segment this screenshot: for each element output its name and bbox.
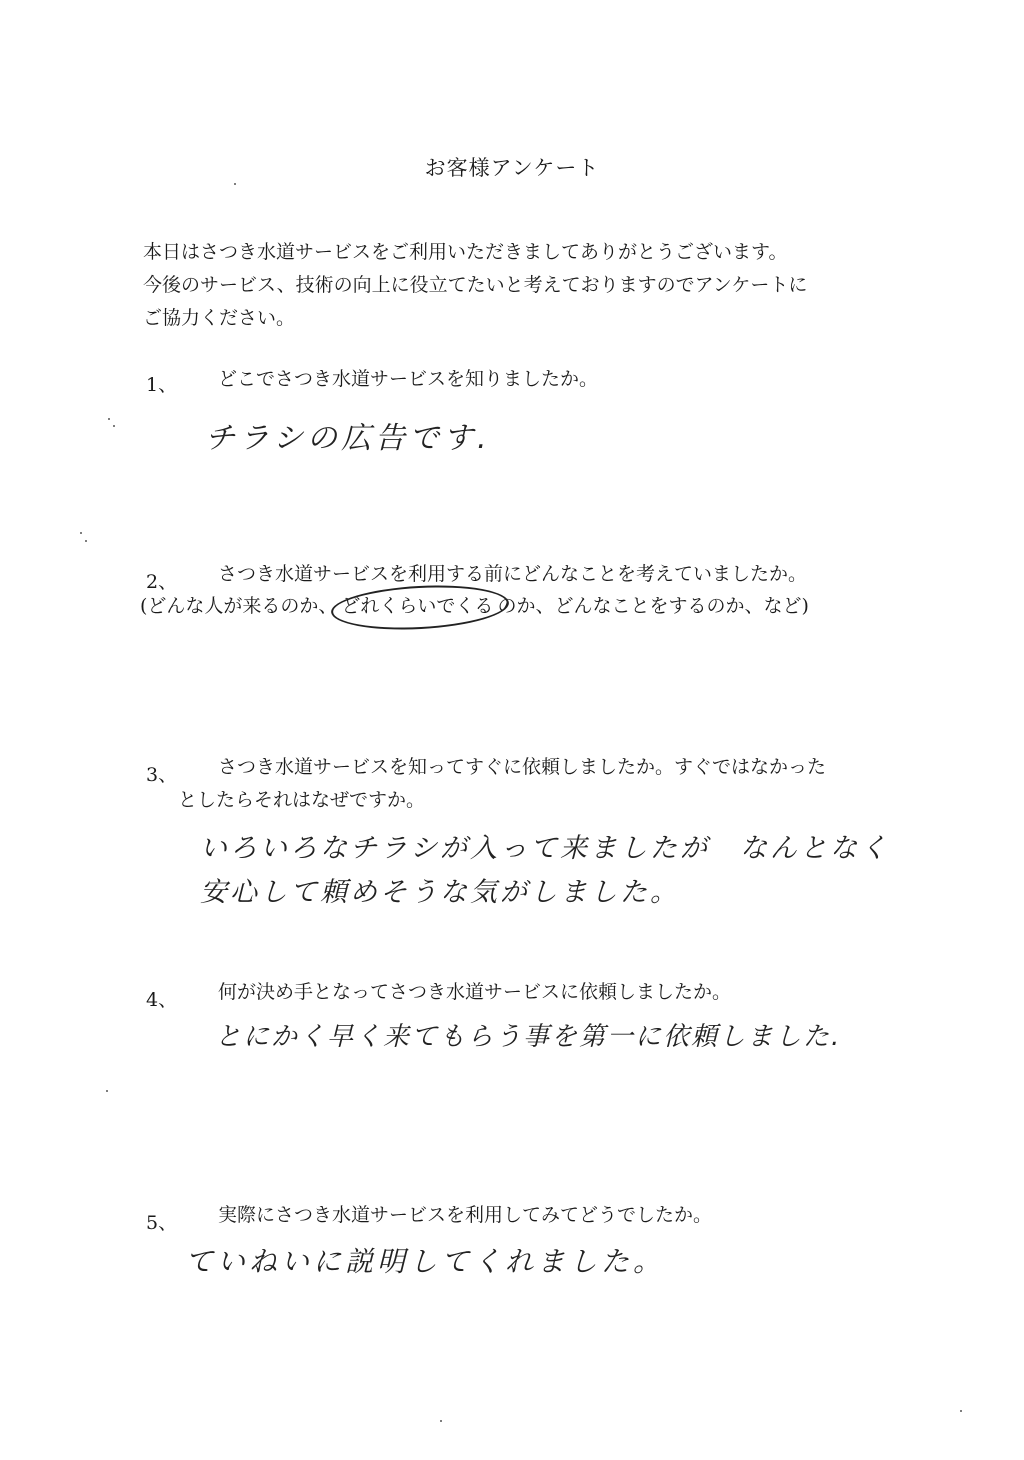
question-3-number: 3、 [146,764,178,786]
question-2-sub-after: のか、どんなことをするのか、など) [497,595,809,617]
scan-speck [440,1420,442,1422]
scan-speck [960,1410,962,1412]
intro-line: 本日はさつき水道サービスをご利用いただきましてありがとうございます。 [143,241,788,263]
answer-4: とにかく早く来てもらう事を第一に依頼しました. [215,1022,842,1052]
question-2-text: さつき水道サービスを利用する前にどんなことを考えていましたか。 [218,563,808,585]
scan-speck [108,418,110,420]
question-2-sub-before: (どんな人が来るのか、 [140,595,338,617]
intro-text [143,236,923,335]
question-2-subtext [140,590,809,623]
question-3-text: さつき水道サービスを知ってすぐに依頼しましたか。すぐではなかった [218,756,827,778]
question-5-text: 実際にさつき水道サービスを利用してみてどうでしたか。 [218,1204,713,1226]
scan-speck [234,183,236,185]
answer-5: ていねいに説明してくれました。 [185,1245,666,1278]
question-1-text: どこでさつき水道サービスを知りましたか。 [218,368,599,390]
answer-3-line-1: いろいろなチラシが入って来ましたが なんとなく [200,833,890,864]
answer-3-line-2: 安心して頼めそうな気がしました。 [200,877,680,908]
question-2-circled-option: どれくらいでくる [337,590,497,623]
question-2-number: 2、 [146,571,178,593]
question-4-text: 何が決め手となってさつき水道サービスに依頼しましたか。 [218,981,732,1003]
answer-1: チラシの広告です. [205,421,491,456]
scan-speck [106,1090,108,1092]
question-5-number: 5、 [146,1212,178,1234]
question-3-text-2: としたらそれはなぜですか。 [178,789,426,811]
scan-speck [85,540,87,542]
intro-line: ご協力ください。 [143,307,296,329]
page-title: お客様アンケート [424,156,600,180]
question-4-number: 4、 [146,989,178,1011]
scan-speck [80,532,82,534]
intro-line: 今後のサービス、技術の向上に役立てたいと考えておりますのでアンケートに [143,274,808,296]
question-1-number: 1、 [146,374,178,396]
scan-speck [113,425,115,427]
